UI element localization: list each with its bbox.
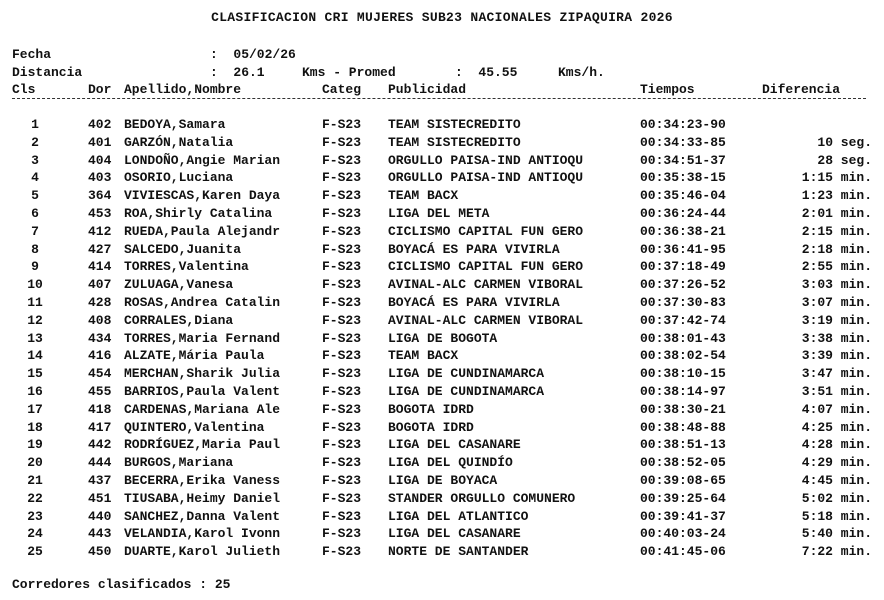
cell-categ: F-S23 — [322, 330, 362, 346]
cell-publicidad: LIGA DEL META — [388, 205, 490, 221]
cell-dor: 444 — [88, 455, 112, 471]
cell-categ: F-S23 — [322, 277, 362, 293]
table-row — [0, 277, 884, 295]
cell-diferencia: 4:28 min. — [801, 437, 872, 453]
cell-diferencia: 3:47 min. — [801, 366, 872, 382]
cell-cls: 11 — [27, 294, 43, 310]
cell-publicidad: BOYACÁ ES PARA VIVIRLA — [388, 294, 560, 310]
cell-name: VIVIESCAS,Karen Daya — [124, 188, 281, 204]
cell-dor: 404 — [88, 152, 112, 168]
cell-diferencia: 10 seg. — [817, 134, 872, 150]
cell-tiempo: 00:37:30-83 — [640, 294, 726, 310]
cell-name: ROA,Shirly Catalina — [124, 205, 273, 221]
cell-dor: 437 — [88, 472, 112, 488]
cell-tiempo: 00:36:38-21 — [640, 223, 726, 239]
cell-categ: F-S23 — [322, 366, 362, 382]
cell-diferencia: 4:07 min. — [801, 401, 872, 417]
cell-diferencia: 2:18 min. — [801, 241, 872, 257]
cell-cls: 10 — [27, 277, 43, 293]
cell-categ: F-S23 — [322, 170, 362, 186]
cell-dor: 401 — [88, 134, 112, 150]
cell-dor: 450 — [88, 544, 112, 560]
cell-categ: F-S23 — [322, 526, 362, 542]
table-row — [0, 295, 884, 313]
cell-categ: F-S23 — [322, 455, 362, 471]
cell-tiempo: 00:39:08-65 — [640, 472, 726, 488]
cell-categ: F-S23 — [322, 188, 362, 204]
cell-categ: F-S23 — [322, 419, 362, 435]
results-table — [0, 117, 884, 562]
cell-name: GARZÓN,Natalia — [124, 134, 234, 150]
table-row — [0, 348, 884, 366]
header-diferencia: Diferencia — [762, 82, 841, 97]
cell-cls: 8 — [31, 241, 39, 257]
cell-cls: 15 — [27, 366, 43, 382]
cell-tiempo: 00:37:26-52 — [640, 277, 726, 293]
cell-cls: 3 — [31, 152, 39, 168]
cell-cls: 16 — [27, 383, 43, 399]
cell-cls: 25 — [27, 544, 43, 560]
cell-categ: F-S23 — [322, 205, 362, 221]
header-name: Apellido,Nombre — [124, 82, 242, 97]
table-row — [0, 331, 884, 349]
cell-tiempo: 00:34:33-85 — [640, 134, 726, 150]
header-tiempos: Tiempos — [640, 82, 695, 97]
cell-tiempo: 00:38:10-15 — [640, 366, 726, 382]
cell-publicidad: LIGA DE BOYACA — [388, 472, 498, 488]
cell-tiempo: 00:38:48-88 — [640, 419, 726, 435]
table-row — [0, 188, 884, 206]
cell-publicidad: AVINAL-ALC CARMEN VIBORAL — [388, 312, 584, 328]
cell-diferencia: 4:29 min. — [801, 455, 872, 471]
cell-tiempo: 00:38:02-54 — [640, 348, 726, 364]
cell-diferencia: 3:39 min. — [801, 348, 872, 364]
table-row — [0, 402, 884, 420]
header-publicidad: Publicidad — [388, 82, 467, 97]
cell-publicidad: STANDER ORGULLO COMUNERO — [388, 490, 576, 506]
cell-name: BEDOYA,Samara — [124, 117, 226, 132]
cell-categ: F-S23 — [322, 401, 362, 417]
cell-cls: 13 — [27, 330, 43, 346]
cell-categ: F-S23 — [322, 490, 362, 506]
cell-cls: 1 — [31, 117, 39, 132]
cell-diferencia: 2:55 min. — [801, 259, 872, 275]
cell-diferencia: 3:07 min. — [801, 294, 872, 310]
cell-name: OSORIO,Luciana — [124, 170, 234, 186]
table-row — [0, 313, 884, 331]
cell-dor: 402 — [88, 117, 112, 132]
cell-categ: F-S23 — [322, 508, 362, 524]
cell-tiempo: 00:36:24-44 — [640, 205, 726, 221]
table-row — [0, 170, 884, 188]
cell-publicidad: LIGA DEL QUINDÍO — [388, 455, 513, 471]
table-row — [0, 544, 884, 562]
cell-diferencia: 5:02 min. — [801, 490, 872, 506]
cell-categ: F-S23 — [322, 348, 362, 364]
cell-cls: 9 — [31, 259, 39, 275]
table-row — [0, 437, 884, 455]
cell-tiempo: 00:34:23-90 — [640, 117, 726, 132]
cell-name: TIUSABA,Heimy Daniel — [124, 490, 281, 506]
cell-cls: 4 — [31, 170, 39, 186]
cell-categ: F-S23 — [322, 472, 362, 488]
table-row — [0, 153, 884, 171]
cell-dor: 428 — [88, 294, 112, 310]
table-row — [0, 526, 884, 544]
cell-name: MERCHAN,Sharik Julia — [124, 366, 281, 382]
cell-name: BECERRA,Erika Vaness — [124, 472, 281, 488]
table-row — [0, 117, 884, 135]
kms-promed-label: Kms - Promed — [302, 65, 396, 80]
cell-tiempo: 00:35:38-15 — [640, 170, 726, 186]
cell-name: SANCHEZ,Danna Valent — [124, 508, 281, 524]
cell-name: VELANDIA,Karol Ivonn — [124, 526, 281, 542]
cell-diferencia: 3:51 min. — [801, 383, 872, 399]
cell-categ: F-S23 — [322, 383, 362, 399]
header-cls: Cls — [12, 82, 36, 97]
cell-diferencia: 7:22 min. — [801, 544, 872, 560]
table-row — [0, 455, 884, 473]
cell-publicidad: LIGA DEL CASANARE — [388, 437, 521, 453]
cell-name: LONDOÑO,Angie Marian — [124, 152, 281, 168]
distancia-value: : 26.1 — [210, 65, 265, 80]
document-title: CLASIFICACION CRI MUJERES SUB23 NACIONALES ZIPAQUIRA 2026 — [211, 10, 673, 25]
cell-name: RODRÍGUEZ,Maria Paul — [124, 437, 281, 453]
cell-cls: 6 — [31, 205, 39, 221]
cell-name: CORRALES,Diana — [124, 312, 234, 328]
cell-diferencia: 2:01 min. — [801, 205, 872, 221]
cell-name: SALCEDO,Juanita — [124, 241, 242, 257]
cell-publicidad: BOGOTA IDRD — [388, 419, 474, 435]
cell-diferencia: 1:23 min. — [801, 188, 872, 204]
cell-tiempo: 00:36:41-95 — [640, 241, 726, 257]
cell-dor: 407 — [88, 277, 112, 293]
cell-tiempo: 00:38:52-05 — [640, 455, 726, 471]
cell-cls: 19 — [27, 437, 43, 453]
cell-publicidad: LIGA DEL ATLANTICO — [388, 508, 529, 524]
cell-publicidad: BOYACÁ ES PARA VIVIRLA — [388, 241, 560, 257]
cell-categ: F-S23 — [322, 117, 362, 132]
cell-publicidad: CICLISMO CAPITAL FUN GERO — [388, 223, 584, 239]
cell-categ: F-S23 — [322, 259, 362, 275]
classified-count: Corredores clasificados : 25 — [12, 577, 231, 592]
cell-categ: F-S23 — [322, 152, 362, 168]
cell-publicidad: ORGULLO PAISA-IND ANTIOQU — [388, 152, 584, 168]
cell-dor: 427 — [88, 241, 112, 257]
cell-publicidad: LIGA DE CUNDINAMARCA — [388, 366, 545, 382]
cell-diferencia: 3:19 min. — [801, 312, 872, 328]
cell-dor: 442 — [88, 437, 112, 453]
fecha-label: Fecha — [12, 47, 52, 62]
cell-name: QUINTERO,Valentina — [124, 419, 265, 435]
cell-publicidad: AVINAL-ALC CARMEN VIBORAL — [388, 277, 584, 293]
cell-dor: 455 — [88, 383, 112, 399]
table-row — [0, 242, 884, 260]
distancia-label: Distancia — [12, 65, 83, 80]
cell-tiempo: 00:38:51-13 — [640, 437, 726, 453]
cell-publicidad: TEAM BACX — [388, 188, 459, 204]
cell-publicidad: TEAM SISTECREDITO — [388, 117, 521, 132]
cell-dor: 417 — [88, 419, 112, 435]
cell-tiempo: 00:39:25-64 — [640, 490, 726, 506]
table-row — [0, 473, 884, 491]
cell-categ: F-S23 — [322, 241, 362, 257]
cell-tiempo: 00:34:51-37 — [640, 152, 726, 168]
table-row — [0, 366, 884, 384]
table-row — [0, 384, 884, 402]
cell-cls: 5 — [31, 188, 39, 204]
cell-tiempo: 00:41:45-06 — [640, 544, 726, 560]
table-row — [0, 224, 884, 242]
cell-name: ALZATE,Mária Paula — [124, 348, 265, 364]
cell-name: BURGOS,Mariana — [124, 455, 234, 471]
cell-tiempo: 00:38:01-43 — [640, 330, 726, 346]
cell-publicidad: BOGOTA IDRD — [388, 401, 474, 417]
cell-diferencia: 5:18 min. — [801, 508, 872, 524]
cell-cls: 23 — [27, 508, 43, 524]
cell-dor: 364 — [88, 188, 112, 204]
cell-cls: 21 — [27, 472, 43, 488]
cell-dor: 443 — [88, 526, 112, 542]
cell-dor: 416 — [88, 348, 112, 364]
cell-name: TORRES,Valentina — [124, 259, 249, 275]
table-row — [0, 491, 884, 509]
header-separator — [12, 98, 866, 99]
cell-diferencia: 4:25 min. — [801, 419, 872, 435]
cell-categ: F-S23 — [322, 294, 362, 310]
cell-publicidad: LIGA DE CUNDINAMARCA — [388, 383, 545, 399]
cell-categ: F-S23 — [322, 544, 362, 560]
header-categ: Categ — [322, 82, 362, 97]
table-row — [0, 135, 884, 153]
cell-cls: 7 — [31, 223, 39, 239]
cell-dor: 453 — [88, 205, 112, 221]
cell-diferencia: 4:45 min. — [801, 472, 872, 488]
cell-cls: 2 — [31, 134, 39, 150]
cell-dor: 440 — [88, 508, 112, 524]
cell-diferencia: 28 seg. — [817, 152, 872, 168]
cell-diferencia: 2:15 min. — [801, 223, 872, 239]
cell-publicidad: LIGA DE BOGOTA — [388, 330, 498, 346]
cell-dor: 434 — [88, 330, 112, 346]
cell-tiempo: 00:37:18-49 — [640, 259, 726, 275]
cell-publicidad: ORGULLO PAISA-IND ANTIOQU — [388, 170, 584, 186]
cell-cls: 12 — [27, 312, 43, 328]
cell-categ: F-S23 — [322, 134, 362, 150]
cell-categ: F-S23 — [322, 223, 362, 239]
cell-name: RUEDA,Paula Alejandr — [124, 223, 281, 239]
cell-cls: 18 — [27, 419, 43, 435]
fecha-value: : 05/02/26 — [210, 47, 296, 62]
cell-diferencia: 5:40 min. — [801, 526, 872, 542]
cell-dor: 412 — [88, 223, 112, 239]
table-row — [0, 206, 884, 224]
cell-tiempo: 00:38:30-21 — [640, 401, 726, 417]
cell-name: CARDENAS,Mariana Ale — [124, 401, 281, 417]
header-dor: Dor — [88, 82, 112, 97]
promed-value: : 45.55 — [455, 65, 518, 80]
cell-diferencia: 3:03 min. — [801, 277, 872, 293]
cell-name: DUARTE,Karol Julieth — [124, 544, 281, 560]
cell-tiempo: 00:37:42-74 — [640, 312, 726, 328]
cell-name: BARRIOS,Paula Valent — [124, 383, 281, 399]
cell-dor: 408 — [88, 312, 112, 328]
table-row — [0, 509, 884, 527]
cell-diferencia: 3:38 min. — [801, 330, 872, 346]
cell-cls: 17 — [27, 401, 43, 417]
cell-tiempo: 00:39:41-37 — [640, 508, 726, 524]
cell-categ: F-S23 — [322, 312, 362, 328]
cell-publicidad: LIGA DEL CASANARE — [388, 526, 521, 542]
kmh-label: Kms/h. — [558, 65, 605, 80]
table-row — [0, 259, 884, 277]
cell-dor: 403 — [88, 170, 112, 186]
cell-publicidad: NORTE DE SANTANDER — [388, 544, 529, 560]
cell-tiempo: 00:40:03-24 — [640, 526, 726, 542]
cell-tiempo: 00:35:46-04 — [640, 188, 726, 204]
cell-publicidad: TEAM BACX — [388, 348, 459, 364]
cell-dor: 414 — [88, 259, 112, 275]
cell-tiempo: 00:38:14-97 — [640, 383, 726, 399]
cell-publicidad: CICLISMO CAPITAL FUN GERO — [388, 259, 584, 275]
cell-cls: 20 — [27, 455, 43, 471]
cell-cls: 24 — [27, 526, 43, 542]
table-row — [0, 420, 884, 438]
cell-dor: 451 — [88, 490, 112, 506]
cell-name: ROSAS,Andrea Catalin — [124, 294, 281, 310]
cell-categ: F-S23 — [322, 437, 362, 453]
cell-dor: 418 — [88, 401, 112, 417]
cell-name: ZULUAGA,Vanesa — [124, 277, 234, 293]
cell-diferencia: 1:15 min. — [801, 170, 872, 186]
cell-cls: 22 — [27, 490, 43, 506]
cell-dor: 454 — [88, 366, 112, 382]
cell-cls: 14 — [27, 348, 43, 364]
cell-publicidad: TEAM SISTECREDITO — [388, 134, 521, 150]
cell-name: TORRES,Maria Fernand — [124, 330, 281, 346]
